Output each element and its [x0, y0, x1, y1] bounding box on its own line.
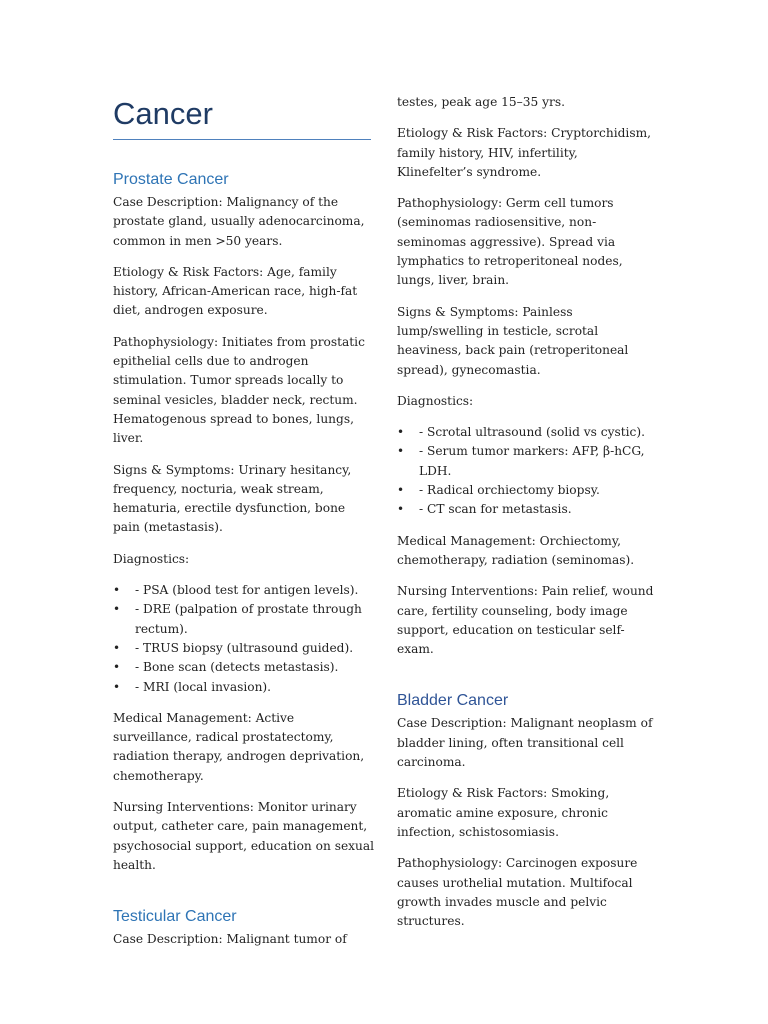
- prostate-heading: Prostate Cancer: [113, 171, 229, 188]
- bladder-pathophysiology: Pathophysiology: Carcinogen exposure causes urothelial mutation. Multifocal growth invades muscle and pelvic structures.: [397, 856, 638, 929]
- right-column: [397, 93, 655, 943]
- list-item: • - TRUS biopsy (ultrasound guided).: [113, 639, 375, 658]
- bullet-icon: •: [113, 660, 121, 675]
- testicular-nursing-interventions: Nursing Interventions: Pain relief, wound care, fertility counseling, body image support, education on testicular self-exam.: [397, 584, 654, 657]
- list-item: • - Bone scan (detects metastasis).: [113, 658, 375, 677]
- prostate-pathophysiology: Pathophysiology: Initiates from prostatic epithelial cells due to androgen stimulation. Tumor spreads locally to seminal vesicles, bladder neck, rectum. Hematogenous spread to bones, lungs, liver.: [113, 334, 365, 446]
- list-item: • - Scrotal ultrasound (solid vs cystic).: [397, 423, 655, 442]
- prostate-etiology: Etiology & Risk Factors: Age, family history, African-American race, high-fat diet, androgen exposure.: [113, 264, 358, 318]
- list-item: • - DRE (palpation of prostate through rectum).: [113, 602, 362, 636]
- list-item: • - Radical orchiectomy biopsy.: [397, 481, 655, 500]
- testicular-heading: Testicular Cancer: [113, 908, 237, 926]
- testicular-case-description-start: Case Description: Malignant tumor of: [113, 932, 347, 947]
- testicular-diagnostics-label: Diagnostics:: [397, 393, 474, 408]
- testicular-pathophysiology: Pathophysiology: Germ cell tumors (seminomas radiosensitive, non-seminomas aggressive). Spread via lymphatics to retroperitoneal nodes, lungs, liver, brain.: [397, 196, 623, 288]
- left-column: [113, 94, 375, 962]
- prostate-signs-symptoms: Signs & Symptoms: Urinary hesitancy, frequency, nocturia, weak stream, hematuria, erectile dysfunction, bone pain (metastasis).: [113, 462, 352, 535]
- prostate-diagnostics-list: [113, 581, 375, 697]
- page-title: Cancer: [113, 94, 371, 140]
- testicular-case-description-end: testes, peak age 15–35 yrs.: [397, 95, 565, 109]
- list-item: • - Serum tumor markers: AFP, β-hCG, LDH.: [397, 444, 645, 478]
- list-item: • - MRI (local invasion).: [113, 678, 375, 697]
- bullet-icon: •: [113, 602, 121, 617]
- prostate-diagnostics-label: Diagnostics:: [113, 551, 190, 566]
- bullet-icon: •: [397, 444, 405, 459]
- prostate-case-description: Case Description: Malignancy of the prostate gland, usually adenocarcinoma, common in men >50 years.: [113, 195, 365, 248]
- bullet-icon: •: [397, 483, 405, 498]
- list-item: • - PSA (blood test for antigen levels).: [113, 581, 375, 600]
- testicular-diagnostics-list: [397, 423, 655, 519]
- bladder-heading: Bladder Cancer: [397, 692, 509, 710]
- bladder-etiology: Etiology & Risk Factors: Smoking, aromatic amine exposure, chronic infection, schistosomiasis.: [397, 786, 610, 839]
- bullet-icon: •: [113, 640, 121, 655]
- testicular-signs-symptoms: Signs & Symptoms: Painless lump/swelling in testicle, scrotal heaviness, back pain (retroperitoneal spread), gynecomastia.: [397, 304, 629, 377]
- bullet-icon: •: [397, 425, 405, 440]
- bladder-case-description: Case Description: Malignant neoplasm of bladder lining, often transitional cell carcinoma.: [397, 716, 653, 770]
- bullet-icon: •: [113, 679, 121, 694]
- prostate-medical-management: Medical Management: Active surveillance, radical prostatectomy, radiation therapy, androgen deprivation, chemotherapy.: [113, 710, 365, 783]
- prostate-nursing-interventions: Nursing Interventions: Monitor urinary output, catheter care, pain management, psychosocial support, education on sexual health.: [113, 800, 375, 872]
- list-item: • - CT scan for metastasis.: [397, 500, 655, 519]
- bullet-icon: •: [397, 502, 405, 517]
- testicular-medical-management: Medical Management: Orchiectomy, chemotherapy, radiation (seminomas).: [397, 533, 635, 567]
- testicular-etiology: Etiology & Risk Factors: Cryptorchidism, family history, HIV, infertility, Klinefelter’s syndrome.: [397, 126, 652, 179]
- bullet-icon: •: [113, 583, 121, 598]
